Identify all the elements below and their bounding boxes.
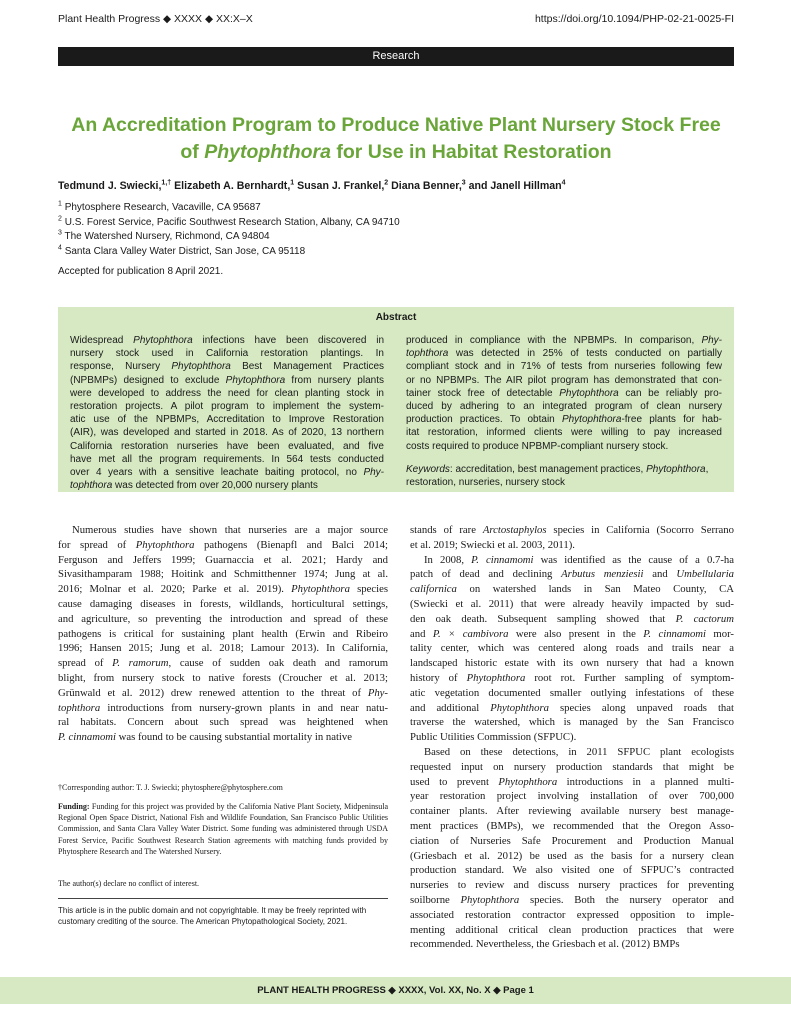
body-line: ment practices (BMPs), we recommended that the Oregon Asso- — [410, 819, 734, 832]
body-line: californica on watershed lands in San Mateo County, CA — [410, 583, 734, 596]
abstract-line: were developed to address the need for clean planting stock in — [70, 387, 384, 399]
author: Tedmund J. Swiecki,$^{1,\dagger}$ — [58, 179, 172, 192]
public-domain-note: This article is in the public domain and not copyrightable. It may be freely reprinted with customary crediting of the source. The American Phytopathological Society, 2021. — [58, 906, 367, 926]
body-line: production standard. We also visited one of SFPUC’s contracted — [410, 864, 734, 877]
body-line: Numerous studies have shown that nurseries are a major source — [72, 524, 388, 536]
keywords-label: Keywords — [406, 464, 450, 475]
abstract-left-column — [70, 334, 384, 492]
body-line: soilborne Phytophthora species. Both the nursery operator and — [410, 893, 735, 906]
keywords — [406, 463, 726, 489]
body-line: requested input on nursery production standards that might be — [410, 760, 734, 773]
body-line: Public Utilities Commission (SFPUC). — [410, 731, 577, 744]
body-line: tophthora introductions from nursery-grown plants in and near natu- — [58, 701, 388, 714]
body-line: In 2008, P. cinnamomi was identified as the cause of a 0.7-ha — [424, 553, 735, 566]
author: Elizabeth A. Bernhardt,$^1$ — [174, 179, 295, 192]
body-line: Grünwald et al. 2012) drew renewed attention to the threat of Phy- — [58, 686, 388, 699]
body-line: Sivasithamparam 1988; Hoitink and Schmitthenner 1974; Jung at al. — [58, 568, 388, 581]
author: Diana Benner,$^3$ — [391, 179, 466, 192]
body-line: for spread of Phytophthora pathogens (Bienapfl and Balci 2014; — [58, 538, 388, 551]
body-line: year restoration project involving installation of over 700,000 — [410, 790, 734, 803]
body-line: atic vegetation documented smaller outlying infestations of these — [410, 686, 734, 699]
corresponding-author-note: †Corresponding author: T. J. Swiecki; phytosphere@phytosphere.com — [58, 783, 283, 792]
doi-link[interactable]: https://doi.org/10.1094/PHP-02-21-0025-FI — [534, 13, 734, 25]
affiliation: $^1$ Phytosphere Research, Vacaville, CA 95687 — [58, 200, 261, 213]
funding-note: Funding: Funding for this project was provided by the California Native Plant Society, Midpeninsula Regional Open Space District, National Fish and Wildlife Foundation, San Francisco Public Utilities Commission, and Santa Clara Valley Water District. Some funding was administered through USDA Forest Service, Pacific Southwest Research Station agreements with matching funds provided by Phytosphere Research and The Watershed Nursery. — [58, 802, 388, 856]
affiliation: $^2$ U.S. Forest Service, Pacific Southwest Research Station, Albany, CA 94710 — [58, 215, 400, 228]
abstract-line: tophthora was detected in 25% of tests conducted on partially — [406, 348, 722, 360]
body-line: ral habitats. Concern about such spread was heightened when — [58, 716, 388, 729]
section-label: Research — [58, 47, 734, 66]
footnote-divider — [58, 898, 388, 899]
abstract-line: nursery stock used in California restoration plantings. In — [70, 348, 384, 360]
body-line: et al. 2019; Swiecki et al. 2003, 2011). — [410, 538, 575, 551]
abstract-line: costs required to produce NPBMP-compliant nursery stock. — [406, 440, 669, 452]
abstract-line: production practices. To obtain Phytophthora-free plants for hab- — [406, 414, 723, 426]
page-footer: PLANT HEALTH PROGRESS ◆ XXXX, Vol. XX, No. X ◆ Page 1 — [0, 977, 791, 1004]
conflict-note: The author(s) declare no conflict of interest. — [58, 879, 200, 888]
abstract-line: California restoration nurseries have been evaluated, and five — [70, 440, 384, 452]
author: Susan J. Frankel,$^2$ — [297, 179, 389, 192]
running-head — [58, 13, 734, 29]
body-line: traverse the watershed, which is managed by the San Francisco — [410, 716, 734, 729]
title-line-1: An Accreditation Program to Produce Native Plant Nursery Stock Free — [71, 114, 721, 136]
body-line: (Griesbach et al. 2012) be used as the basis for a nursery clean — [410, 849, 734, 862]
body-line: 1996; Hansen 2015; Jung et al. 2018; Lamour 2013). In California, — [58, 642, 388, 655]
journal-citation: Plant Health Progress ◆ XXXX ◆ XX:X–X — [58, 13, 253, 25]
keywords-text: : accreditation, best management practices, Phytophthora, restoration, nurseries, nursery stock — [406, 464, 709, 489]
body-line: Ferguson and Jeffers 1999; Guarnaccia et al. 2021; Hardy and — [58, 553, 388, 566]
abstract-line: over 4 years with a sensitive leachate baiting protocol, no Phy- — [70, 467, 384, 479]
body-line: container plants. After reviewing available nursery best manage- — [410, 805, 734, 818]
affiliation: $^4$ Santa Clara Valley Water District, San Jose, CA 95118 — [58, 244, 306, 257]
abstract-line: tophthora was detected from over 20,000 nursery plants — [70, 480, 318, 492]
body-line: stands of rare Arctostaphylos species in California (Socorro Serrano — [410, 524, 734, 536]
abstract-line: tainer stock free of detectable Phytophthora can be reliably pro- — [406, 387, 722, 399]
body-line: landscaped historic estate with its own nursery that had a known — [410, 657, 734, 670]
body-line: recommended. Nevertheless, the Griesbach et al. (2012) BMPs — [410, 938, 680, 951]
author-list — [58, 180, 738, 192]
affiliations — [58, 201, 400, 259]
body-line: history of Phytophthora root rot. Further sampling of symptom- — [410, 671, 735, 684]
abstract-right-column — [406, 334, 722, 453]
abstract-line: itat restoration, informed clients were willing to pay increased — [406, 427, 722, 439]
abstract-line: (AIR), was developed and started in 2018. As of 2020, 13 northern — [70, 427, 384, 439]
title-line-2: of Phytophthora for Use in Habitat Restoration — [180, 141, 612, 163]
abstract-line: restoration projects. A pilot program to implement the system- — [70, 401, 384, 413]
author: and Janell Hillman$^4$ — [468, 179, 566, 192]
body-line: (Swiecki et al. 2011) that were already heavily impacted by sud- — [410, 597, 734, 610]
body-line: and agriculture, so preventing the introduction and spread of these — [58, 612, 388, 625]
body-line: 2016; Molnar et al. 2020; Parke et al. 2019). Phytophthora species — [58, 583, 388, 596]
body-line: patch of dead and declining Arbutus menziesii and Umbellularia — [410, 568, 735, 581]
accepted-date: Accepted for publication 8 April 2021. — [58, 266, 224, 277]
abstract-line: duced by adhering to an integrated program of clean nursery — [406, 401, 722, 413]
abstract-line: or no NPBMPs. The AIR pilot program has demonstrated that con- — [406, 374, 722, 386]
body-line: P. cinnamomi was found to be causing substantial mortality in native — [58, 731, 352, 744]
body-line: Based on these detections, in 2011 SFPUC plant ecologists — [424, 745, 734, 758]
affiliation: $^3$ The Watershed Nursery, Richmond, CA 94804 — [58, 229, 270, 242]
body-right-column — [410, 523, 734, 952]
body-line: menting additional critical clean production practices that were — [410, 923, 734, 936]
body-line: nurseries to review and discuss nursery practices for preventing — [410, 879, 734, 892]
abstract-line: produced in compliance with the NPBMPs. In comparison, Phy- — [406, 335, 722, 346]
abstract-line: (NPBMPs) designed to exclude Phytophthora from nursery plants — [70, 374, 384, 386]
body-left-column — [58, 523, 388, 745]
article-title — [58, 112, 734, 166]
body-line: pathogens is critical for sustaining plant health (Erwin and Ribeiro — [58, 627, 388, 640]
abstract-line: response, Nursery Phytophthora Best Management Practices — [70, 361, 384, 373]
body-line: blight, from nursery stock to native forests (Croucher et al. 2013; — [58, 671, 388, 684]
body-line: cause damaging diseases in forests, wildlands, horticultural settings, — [58, 597, 388, 610]
abstract-heading: Abstract — [375, 312, 417, 323]
abstract-line: have met all the program requirements. In 564 tests conducted — [70, 453, 384, 465]
abstract-line: Widespread Phytophthora infections have been discovered in — [70, 335, 384, 346]
body-line: spread of P. ramorum, cause of sudden oak death and ramorum — [58, 657, 389, 670]
body-line: ciation of Nurseries Safe Procurement and Production Manual — [410, 834, 734, 847]
abstract-line: atic use of the NPBMPs, Accreditation to Improve Restoration — [70, 414, 384, 426]
body-line: used to prevent Phytophthora introductions in a planned multi- — [410, 775, 735, 788]
body-line: and additional Phytophthora species along unpaved roads that — [410, 701, 734, 714]
body-line: den oak death. Subsequent sampling showed that P. cactorum — [410, 612, 734, 625]
body-line: tality center, which was centered along roads and trails near a — [410, 642, 734, 655]
abstract-line: compliant stock and in 71% of tests from nurseries following few — [406, 361, 722, 373]
body-line: and P. × cambivora were also present in the P. cinnamomi mor- — [410, 627, 734, 640]
body-line: associated restoration contractor expressed opposition to imple- — [410, 908, 734, 921]
